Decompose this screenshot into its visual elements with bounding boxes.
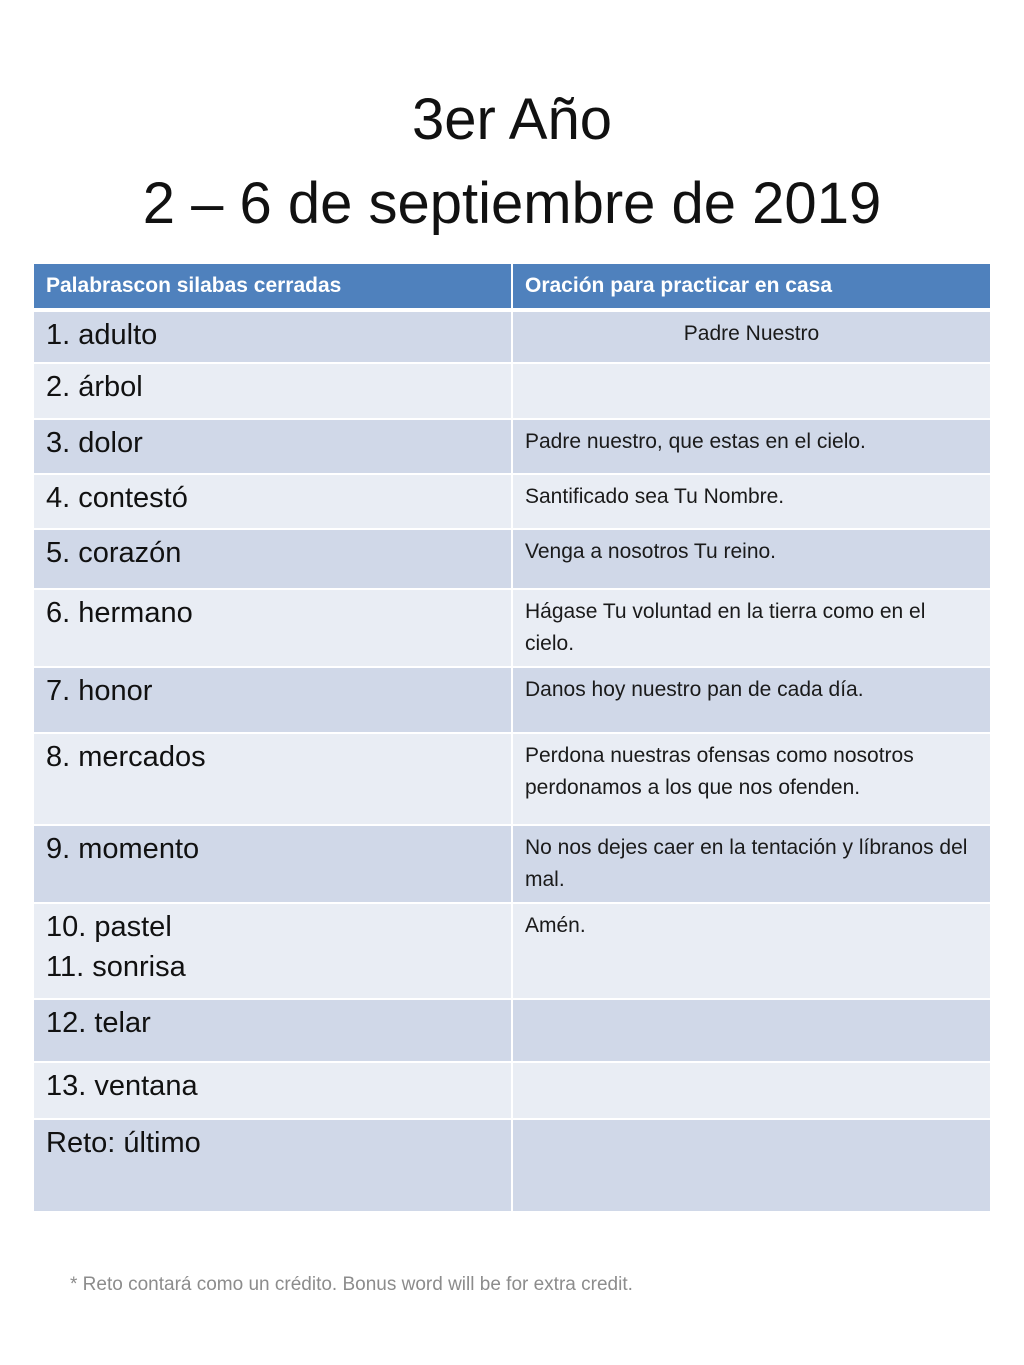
word-cell xyxy=(34,825,512,903)
word-cell xyxy=(34,419,512,474)
table-row xyxy=(34,474,990,529)
word-cell xyxy=(34,1062,512,1119)
title-line-1: 3er Año xyxy=(412,87,612,152)
page-title xyxy=(0,78,1024,246)
word-text: 9. momento xyxy=(46,833,200,865)
word-text: 2. árbol xyxy=(46,371,143,403)
word-cell xyxy=(34,733,512,825)
table-row xyxy=(34,667,990,733)
table-row xyxy=(34,1062,990,1119)
sentence-cell xyxy=(512,1062,990,1119)
table-row xyxy=(34,825,990,903)
table-row xyxy=(34,589,990,667)
footnote: * Reto contará como un crédito. Bonus word will be for extra credit. xyxy=(70,1274,633,1295)
table-row xyxy=(34,1119,990,1212)
table-row xyxy=(34,999,990,1062)
sentence-cell: Padre Nuestro xyxy=(512,310,990,363)
word-cell xyxy=(34,667,512,733)
sentence-cell: Perdona nuestras ofensas como nosotros perdonamos a los que nos ofenden. xyxy=(512,733,990,825)
sentence-cell: Hágase Tu voluntad en la tierra como en el cielo. xyxy=(512,589,990,667)
table-row xyxy=(34,310,990,363)
word-text: 5. corazón xyxy=(46,537,182,569)
word-text: 1. adulto xyxy=(46,319,158,351)
sentence-cell xyxy=(512,999,990,1062)
title-line-2: 2 – 6 de septiembre de 2019 xyxy=(142,171,882,236)
word-text: 10. pastel xyxy=(46,911,172,943)
word-text: 6. hermano xyxy=(46,597,193,629)
word-text: 12. telar xyxy=(46,1007,151,1039)
word-cell xyxy=(34,589,512,667)
table-row xyxy=(34,903,990,999)
sentence-cell xyxy=(512,1119,990,1212)
word-cell xyxy=(34,310,512,363)
word-cell xyxy=(34,903,512,999)
table-row xyxy=(34,529,990,589)
table-row xyxy=(34,363,990,419)
table-row xyxy=(34,733,990,825)
word-text: 4. contestó xyxy=(46,482,188,514)
sentence-cell: Padre nuestro, que estas en el cielo. xyxy=(512,419,990,474)
sentence-cell: Santificado sea Tu Nombre. xyxy=(512,474,990,529)
word-text: Reto: último xyxy=(46,1127,201,1159)
word-cell xyxy=(34,474,512,529)
word-text: 8. mercados xyxy=(46,741,206,773)
word-list-table xyxy=(34,264,990,1213)
word-text: 7. honor xyxy=(46,675,153,707)
word-text: 11. sonrisa xyxy=(46,951,186,983)
word-text: 13. ventana xyxy=(46,1070,198,1102)
sentence-cell: No nos dejes caer en la tentación y líbranos del mal. xyxy=(512,825,990,903)
sentence-cell: Amén. xyxy=(512,903,990,999)
word-cell xyxy=(34,999,512,1062)
word-cell xyxy=(34,363,512,419)
word-cell xyxy=(34,1119,512,1212)
word-text: 3. dolor xyxy=(46,427,143,459)
table-header-row xyxy=(34,264,990,310)
sentence-cell xyxy=(512,363,990,419)
sentence-cell: Venga a nosotros Tu reino. xyxy=(512,529,990,589)
column-header-sentence: Oración para practicar en casa xyxy=(512,264,990,310)
table-row xyxy=(34,419,990,474)
column-header-words: Palabrascon silabas cerradas xyxy=(34,264,512,310)
word-cell xyxy=(34,529,512,589)
sentence-cell: Danos hoy nuestro pan de cada día. xyxy=(512,667,990,733)
